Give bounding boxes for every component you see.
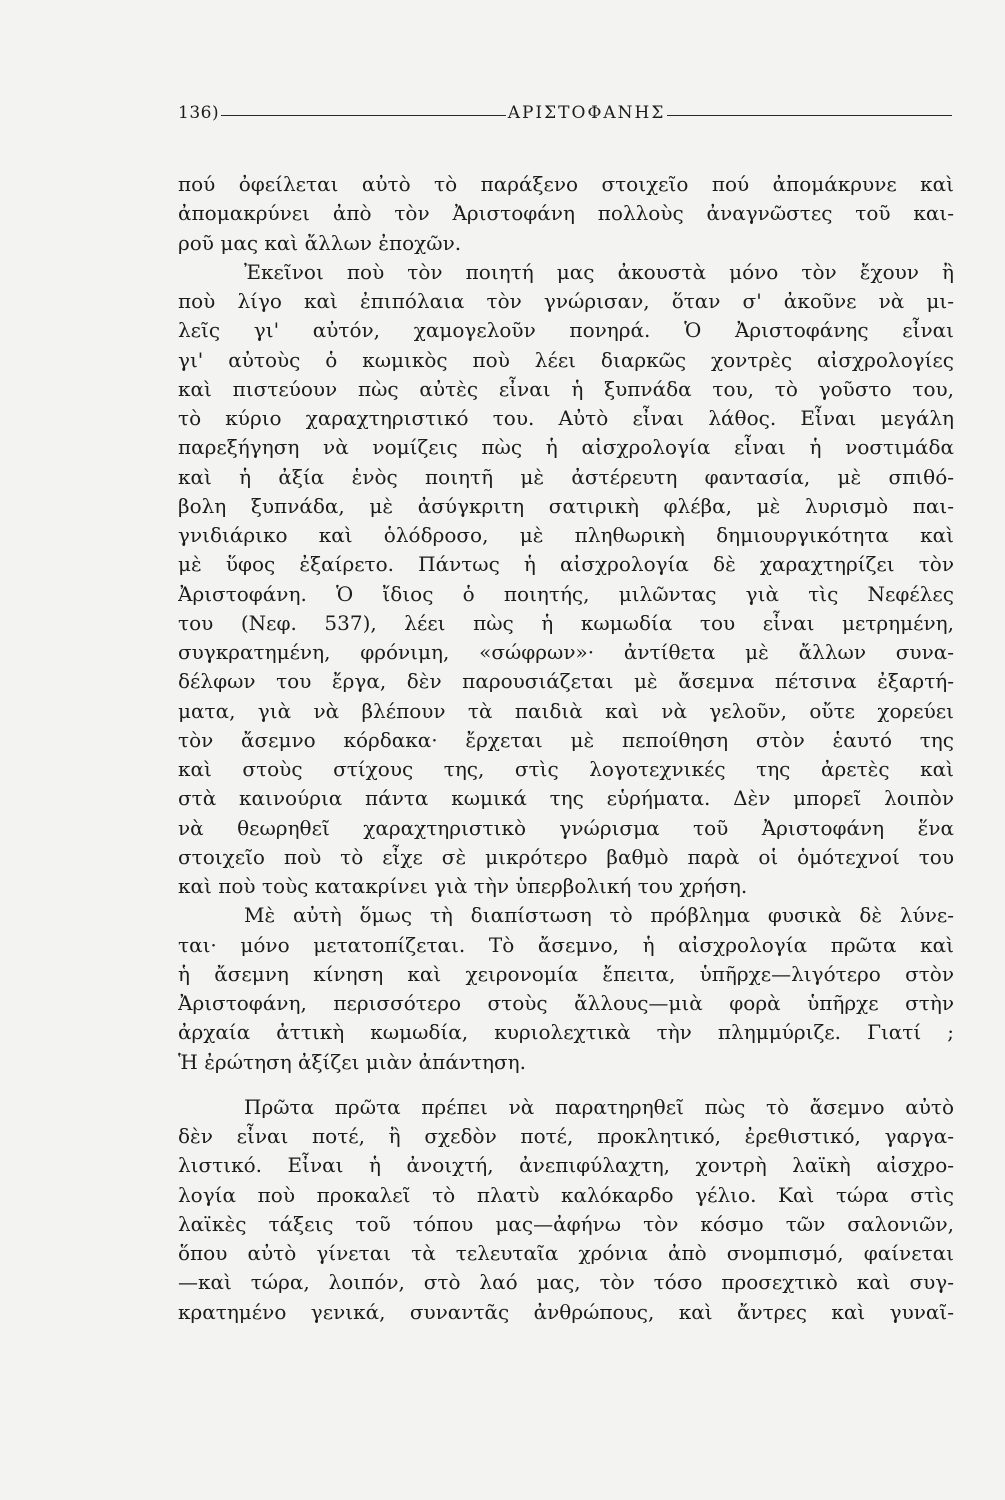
text-line: καὶ ποὺ τοὺς κατακρίνει γιὰ τὴν ὑπερβολική του χρήση. (178, 874, 748, 898)
text-line: στοιχεῖο ποὺ τὸ εἶχε σὲ μικρότερο βαθμὸ παρὰ οἱ ὁμότεχνοί του (178, 844, 954, 869)
header-rule-right (667, 115, 952, 116)
text-line: ματα, γιὰ νὰ βλέπουν τὰ παιδιὰ καὶ νὰ γελοῦν, οὔτε χορεύει (178, 698, 954, 723)
body-text (178, 170, 954, 1327)
text-line: δέλφων του ἔργα, δὲν παρουσιάζεται μὲ ἄσεμνα πέτσινα ἐξαρτή- (178, 669, 954, 694)
text-line: δὲν εἶναι ποτέ, ἢ σχεδὸν ποτέ, προκλητικό, ἐρεθιστικό, γαργα- (178, 1124, 954, 1148)
text-line: καὶ πιστεύουν πὼς αὐτὲς εἶναι ἡ ξυπνάδα του, τὸ γοῦστο του, (178, 376, 954, 401)
text-line: κρατημένο γενικά, συναντᾶς ἀνθρώπους, καὶ ἄντρες καὶ γυναῖ- (178, 1299, 954, 1324)
text-line: ἡ ἄσεμνη κίνηση καὶ χειρονομία ἔπειτα, ὑπῆρχε—λιγότερο στὸν (178, 961, 954, 986)
text-line: παρεξήγηση νὰ νομίζεις πὼς ἡ αἰσχρολογία εἶναι ἡ νοστιμάδα (178, 435, 954, 460)
text-line: ὅπου αὐτὸ γίνεται τὰ τελευταῖα χρόνια ἀπὸ σνομπισμό, φαίνεται (178, 1241, 954, 1265)
text-line: ροῦ μας καὶ ἄλλων ἐποχῶν. (178, 230, 462, 255)
text-line: μὲ ὕφος ἐξαίρετο. Πάντως ἡ αἰσχρολογία δὲ χαραχτηρίζει τὸν (178, 552, 954, 577)
text-line: νὰ θεωρηθεῖ χαραχτηριστικὸ γνώρισμα τοῦ Ἀριστοφάνη ἕνα (178, 815, 954, 840)
text-line: Ἀριστοφάνη. Ὁ ἴδιος ὁ ποιητής, μιλῶντας γιὰ τὶς Νεφέλες (178, 581, 954, 606)
running-title: ΑΡΙΣΤΟΦΑΝΗΣ (507, 103, 666, 123)
text-line: λεῖς γι' αὐτόν, χαμογελοῦν πονηρά. Ὁ Ἀριστοφάνης εἶναι (178, 318, 954, 343)
text-line: Μὲ αὐτὴ ὅμως τὴ διαπίστωση τὸ πρόβλημα φυσικὰ δὲ λύνε- (244, 903, 954, 928)
text-line: τὸ κύριο χαραχτηριστικό του. Αὐτὸ εἶναι λάθος. Εἶναι μεγάλη (178, 406, 954, 430)
text-line: γνιδιάρικο καὶ ὁλόδροσο, μὲ πληθωρικὴ δημιουργικότητα καὶ (178, 523, 954, 547)
text-line: καὶ ἡ ἀξία ἑνὸς ποιητῆ μὲ ἀστέρευτη φαντασία, μὲ σπιθό- (178, 464, 954, 489)
text-line: γι' αὐτοὺς ὁ κωμικὸς ποὺ λέει διαρκῶς χοντρὲς αἰσχρολογίες (178, 347, 954, 372)
text-line: στὰ καινούρια πάντα κωμικά της εὑρήματα. Δὲν μπορεῖ λοιπὸν (178, 786, 954, 811)
text-line: —καὶ τώρα, λοιπόν, στὸ λαό μας, τὸν τόσο προσεχτικὸ καὶ συγ- (178, 1270, 954, 1295)
text-line: ται· μόνο μετατοπίζεται. Τὸ ἄσεμνο, ἡ αἰσχρολογία πρῶτα καὶ (178, 932, 954, 957)
text-line: καὶ στοὺς στίχους της, στὶς λογοτεχνικές της ἀρετὲς καὶ (178, 757, 954, 781)
text-line: τὸν ἄσεμνο κόρδακα· ἔρχεται μὲ πεποίθηση στὸν ἑαυτό της (178, 727, 954, 752)
running-head (178, 100, 954, 126)
header-rule-left (221, 115, 506, 116)
text-line: ἀρχαία ἀττικὴ κωμωδία, κυριολεχτικὰ τὴν πλημμύριζε. Γιατί ; (178, 1020, 954, 1045)
text-line: συγκρατημένη, φρόνιμη, «σώφρων»· ἀντίθετα μὲ ἄλλων συνα- (178, 640, 954, 664)
page-number: 136) (178, 103, 220, 123)
text-line: Ἡ ἐρώτηση ἀξίζει μιὰν ἀπάντηση. (178, 1049, 527, 1074)
text-line: λαϊκὲς τάξεις τοῦ τόπου μας—ἀφήνω τὸν κόσμο τῶν σαλονιῶν, (178, 1211, 954, 1236)
text-line: λογία ποὺ προκαλεῖ τὸ πλατὺ καλόκαρδο γέλιο. Καὶ τώρα στὶς (178, 1182, 954, 1207)
text-line: ἀπομακρύνει ἀπὸ τὸν Ἀριστοφάνη πολλοὺς ἀναγνῶστες τοῦ και- (178, 201, 954, 226)
text-line: λιστικό. Εἶναι ἡ ἀνοιχτή, ἀνεπιφύλαχτη, χοντρὴ λαϊκὴ αἰσχρο- (178, 1153, 954, 1178)
text-line: Ἀριστοφάνη, περισσότερο στοὺς ἄλλους—μιὰ φορὰ ὑπῆρχε στὴν (178, 991, 954, 1015)
text-line: πού ὀφείλεται αὐτὸ τὸ παράξενο στοιχεῖο πού ἀπομάκρυνε καὶ (178, 172, 954, 196)
text-line: Ἐκεῖνοι ποὺ τὸν ποιητή μας ἀκουστὰ μόνο τὸν ἔχουν ἢ (244, 259, 954, 284)
text-line: ποὺ λίγο καὶ ἐπιπόλαια τὸν γνώρισαν, ὅταν σ' ἀκοῦνε νὰ μι- (178, 289, 954, 313)
text-line: του (Νεφ. 537), λέει πὼς ἡ κωμωδία του εἶναι μετρημένη, (178, 610, 954, 635)
text-line: βολη ξυπνάδα, μὲ ἀσύγκριτη σατιρικὴ φλέβα, μὲ λυρισμὸ παι- (178, 493, 954, 518)
text-line: Πρῶτα πρῶτα πρέπει νὰ παρατηρηθεῖ πὼς τὸ ἄσεμνο αὐτὸ (244, 1094, 954, 1119)
